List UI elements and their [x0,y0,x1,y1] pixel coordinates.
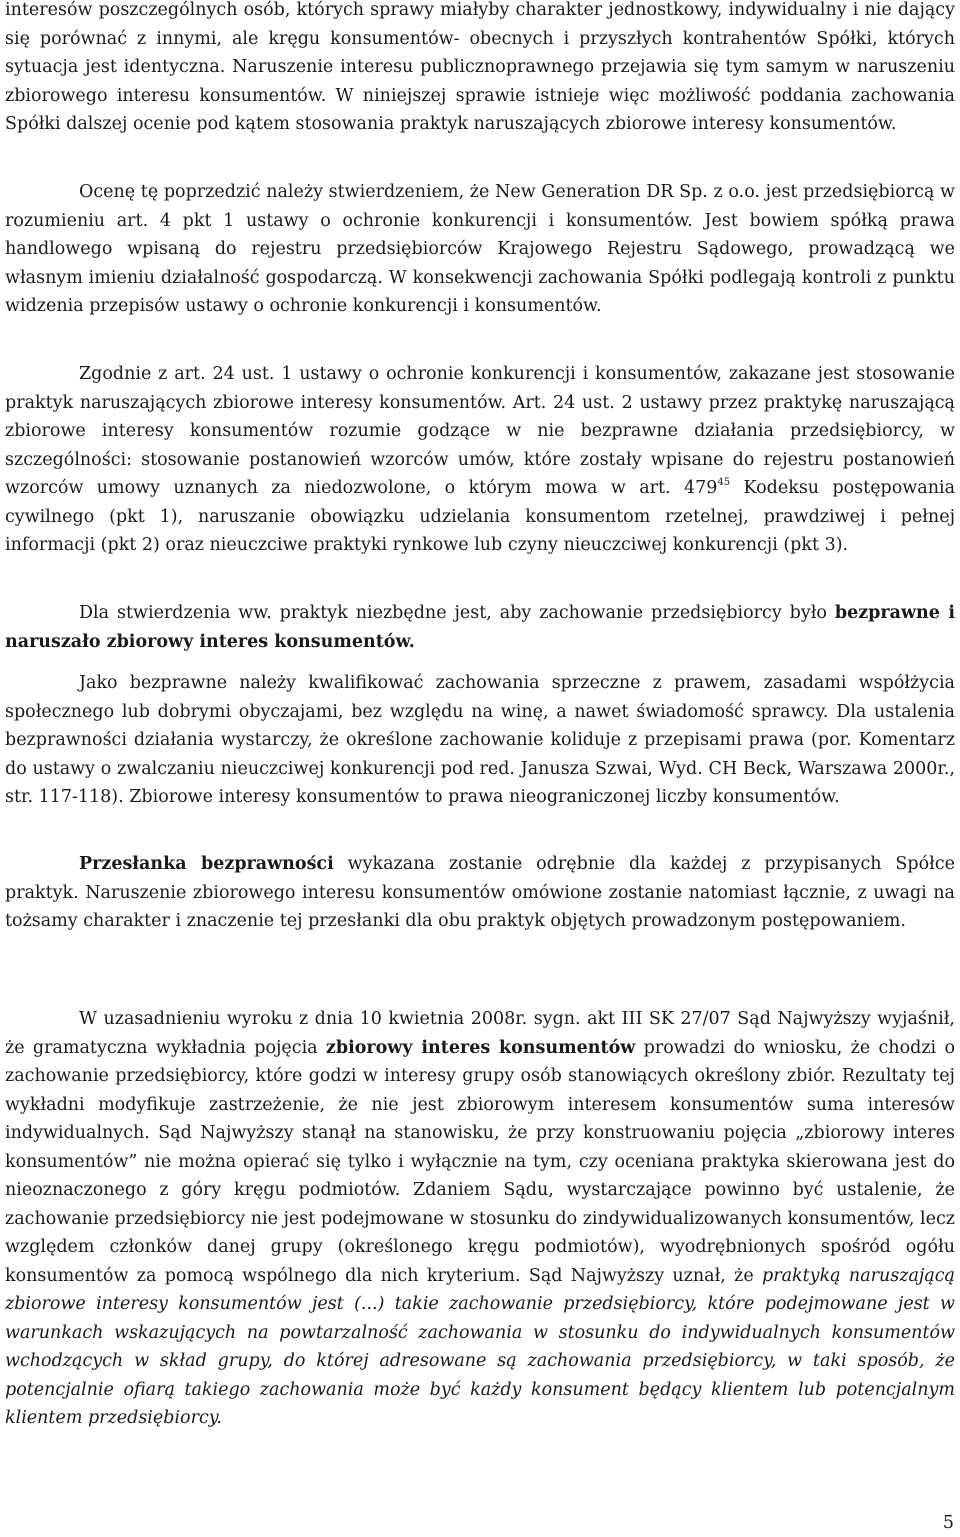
paragraph-3 [5,360,955,560]
paragraph-4 [5,599,955,656]
paragraph-7-bold: zbiorowy interes konsumentów [325,1037,636,1058]
paragraph-3-text-b: Kodeksu postępowania cywilnego (pkt 1), naruszanie obowiązku udzielania konsumentom rzetelnej, prawdziwej i pełnej informacji (pkt 2) oraz nieuczciwe praktyki rynkowe lub czyny nieuczciwej konkurencji (pkt 3). [5,478,956,555]
paragraph-7-text-a: W uzasadnieniu wyroku z dnia 10 kwietnia 2008r. sygn. akt III SK 27/07 Sąd Najwyższy wyjaśnił, że gramatyczna wykładnia pojęcia [5,1009,955,1058]
paragraph-1 [5,0,955,139]
paragraph-7-text-b: prowadzi do wniosku, że chodzi o zachowanie przedsiębiorcy, które godzi w interesy grupy osób stanowiących określony zbiór. Rezultaty tej wykładni modyfikuje zastrzeżenie, że nie jest zbiorowym interesem konsumentów suma interesów indywidualnych. Sąd Najwyższy stanął na stanowisku, że przy konstruowaniu pojęcia „zbiorowy interes konsumentów” nie można opierać się tylko i wyłącznie na tym, czy oceniana praktyka skierowana jest do nieoznaczonego z góry kręgu podmiotów. Zdaniem Sądu, wystarczające powinno być ustalenie, że zachowanie przedsiębiorcy nie jest podejmowane w stosunku do zindywidualizowanych konsumentów, lecz względem członków danej grupy (określonego kręgu podmiotów), wyodrębnionych spośród ogółu konsumentów za pomocą wspólnego dla nich kryterium. Sąd Najwyższy uznał, że [5,1037,955,1286]
paragraph-2 [5,178,955,321]
paragraph-3-text-a: Zgodnie z art. 24 ust. 1 ustawy o ochronie konkurencji i konsumentów, zakazane jest stosowanie praktyk naruszających zbiorowe interesy konsumentów. Art. 24 ust. 2 ustawy przez praktykę naruszającą zbiorowe interesy konsumentów rozumie godzące w nie bezprawne działania przedsiębiorcy, w szczególności: stosowanie postanowień wzorców umów, które zostały wpisane do rejestru postanowień wzorców umowy uznanych za niedozwolone, o którym mowa w art. 479 [5,364,955,498]
paragraph-6 [5,850,955,936]
paragraph-4-bold: bezprawne i naruszało zbiorowy interes konsumentów. [5,603,955,652]
page-number: 5 [942,1513,954,1533]
paragraph-5 [5,669,955,812]
paragraph-6-bold: Przesłanka bezprawności [79,854,334,874]
paragraph-7 [5,1005,955,1433]
paragraph-2-text: Ocenę tę poprzedzić należy stwierdzeniem, że New Generation DR Sp. z o.o. jest przedsiębiorcą w rozumieniu art. 4 pkt 1 ustawy o ochronie konkurencji i konsumentów. Jest bowiem spółką prawa handlowego wpisaną do rejestru przedsiębiorców Krajowego Rejestru Sądowego, prowadzącą we własnym imieniu działalność gospodarczą. W konsekwencji zachowania Spółki podlegają kontroli z punktu widzenia przepisów ustawy o ochronie konkurencji i konsumentów. [5,182,955,316]
paragraph-6-text: wykazana zostanie odrębnie dla każdej z przypisanych Spółce praktyk. Naruszenie zbiorowego interesu konsumentów omówione zostanie natomiast łącznie, z uwagi na tożsamy charakter i znaczenie tej przesłanki dla obu praktyk objętych prowadzonym postępowaniem. [5,854,955,931]
paragraph-5-text: Jako bezprawne należy kwalifikować zachowania sprzeczne z prawem, zasadami współżycia społecznego lub dobrymi obyczajami, bez względu na winę, a nawet świadomość sprawcy. Dla ustalenia bezprawności działania wystarczy, że określone zachowanie koliduje z przepisami prawa (por. Komentarz do ustawy o zwalczaniu nieuczciwej konkurencji pod red. Janusza Szwai, Wyd. CH Beck, Warszawa 2000r., str. 117-118). Zbiorowe interesy konsumentów to prawa nieograniczonej liczby konsumentów. [5,673,955,807]
paragraph-7-quote: praktyką naruszającą zbiorowe interesy konsumentów jest (...) takie zachowanie przedsiębiorcy, które podejmowane jest w warunkach wskazujących na powtarzalność zachowania w stosunku do indywidualnych konsumentów wchodzących w skład grupy, do której adresowane są zachowania przedsiębiorcy, w taki sposób, że potencjalnie ofiarą takiego zachowania może być każdy konsument będący klientem lub potencjalnym klientem przedsiębiorcy. [5,1265,955,1428]
paragraph-1-text: interesów poszczególnych osób, których sprawy miałyby charakter jednostkowy, indywidualny i nie dający się porównać z innymi, ale kręgu konsumentów- obecnych i przyszłych kontrahentów Spółki, których sytuacja jest identyczna. Naruszenie interesu publicznoprawnego przejawia się tym samym w naruszeniu zbiorowego interesu konsumentów. W niniejszej sprawie istnieje więc możliwość poddania zachowania Spółki dalszej ocenie pod kątem stosowania praktyk naruszających zbiorowe interesy konsumentów. [5,0,955,134]
paragraph-4-text: Dla stwierdzenia ww. praktyk niezbędne jest, aby zachowanie przedsiębiorcy było [79,603,835,623]
footnote-superscript: 45 [717,477,731,488]
